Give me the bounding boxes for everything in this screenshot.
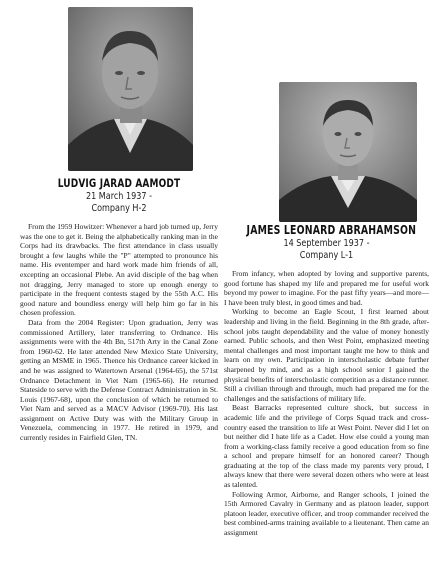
paragraph-howitzer: From the 1959 Howitzer: Whenever a hard job turned up, Jerry was the one to get it. Being the alphabetically ranking man in the Corps had its drawbacks. The first attendance in class usually brought a few laughs while the "P" attempted to pronounce his name. His eventemper and hard work made him friends of all, excepting an occasional Plebe. An avid disciple of the bag when not dragging, Jerry managed to store up enough energy to participate in the frequent contests staged by the 55th A.C. His good nature and boundless energy will help him go far in his chosen profession.: [20, 222, 218, 318]
birth-date: 21 March 1937 -: [85, 191, 153, 202]
cadet-name: JAMES LEONARD ABRAHAMSON: [246, 223, 417, 237]
cadet-name: LUDVIG JARAD AAMODT: [57, 176, 181, 190]
biography-text: [20, 222, 218, 443]
company: Company L-1: [299, 250, 354, 261]
portrait-illustration: [279, 82, 417, 222]
company: Company H-2: [91, 203, 147, 214]
paragraph-register: Data from the 2004 Register: Upon graduation, Jerry was commissioned Artillery, later transferring to Ordnance. His assignments were with the 4th Bn, 517th Arty in the Canal Zone from 1960-62. He later attended New Mexico State University, getting an MSME in 1965. Thence his Ordnance career kicked in and he was assigned to Watertown Arsenal (1964-65), the 571st Ordnance Detachment in Viet Nam (1965-66). He returned Stateside to serve with the Defense Contract Administration in St. Louis (1967-68), upon the conclusion of which he returned to Viet Nam and served as a MACV Advisor (1969-70). His last assignment on Active Duty was with the Military Group in Venezuela, commencing in 1977. He retired in 1979, and currently resides in Fairfield Glen, TN.: [20, 317, 218, 443]
biography-text: [224, 269, 429, 538]
birth-date: 14 September 1937 -: [283, 238, 370, 249]
portrait-illustration: [68, 7, 193, 171]
paragraph-eagle-scout: Working to become an Eagle Scout, I first learned about leadership and living in the field. Beginning in the 8th grade, after-school jobs taught dependability and the value of money honestly earned. Public schools, and then West Point, emphasized meeting mental challenges and most important taught me how to think and learn on my own. Participation in interscholastic debate further sharpened by mind, and as a high school senior I gained the physical benefits of interscholastic competition as a distance runner. Still a civilian through and through, much had prepared me for the challenges and the satisfactions of military life.: [224, 307, 429, 403]
paragraph-beast-barracks: Beast Barracks represented culture shock, but success in academic life and the privilege of Corps Squad track and cross-country eased the transition to life at West Point. Never did I let on but neither did I hate life as a Cadet. How else could a young man from a working-class family receive a good education from so fine a school and prepare himself for an honored career? Though graduating at the top of the class made my parents very proud, I always knew that there were several dozen others who were at least as talented.: [224, 403, 429, 490]
portrait-photo-abrahamson: [279, 82, 417, 222]
paragraph-infancy: From infancy, when adopted by loving and supportive parents, good fortune has shaped my life and prepared me for useful work beyond my power to imagine. For the past fifty years—and more—I have been truly blest, in good times and bad.: [224, 269, 429, 307]
portrait-photo-aamodt: [68, 7, 193, 171]
paragraph-armor: Following Armor, Airborne, and Ranger schools, I joined the 15th Armored Cavalry in Germany and as platoon leader, support platoon leader, executive officer, and troop commander received the best combined-arms training available to a lieutenant. Then came an assignment: [224, 489, 429, 538]
